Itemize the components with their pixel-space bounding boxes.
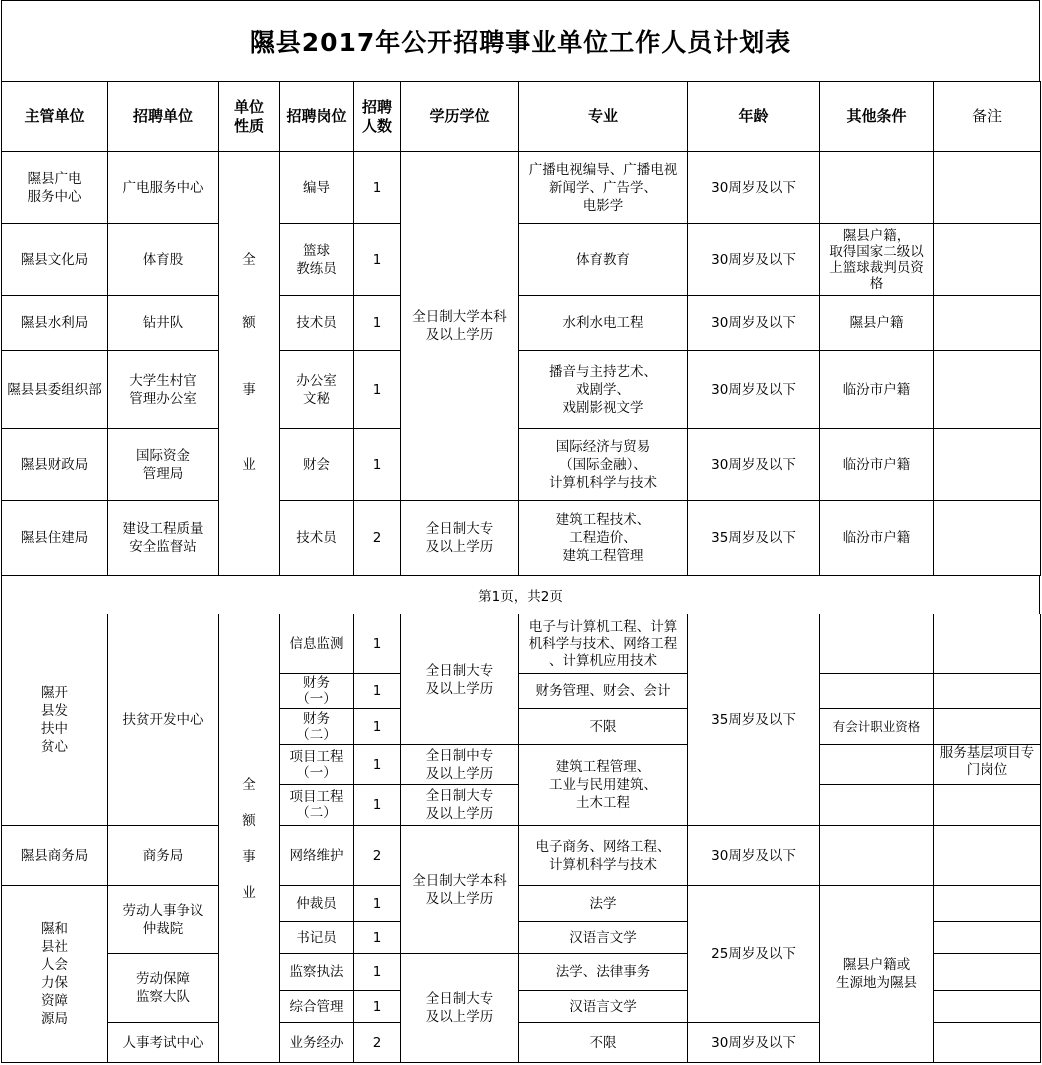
cell-major: 电子与计算机工程、计算 机科学与技术、网络工程 、计算机应用技术: [519, 615, 688, 674]
header-dept: 主管单位: [2, 82, 108, 152]
cell-edu: 全日制大专 及以上学历: [401, 954, 519, 1063]
cell-nature: 事: [219, 351, 280, 429]
cell-num: 1: [354, 224, 401, 296]
cell-age: 35周岁及以下: [688, 501, 820, 576]
cell-major: 广播电视编导、广播电视 新闻学、广告学、 电影学: [519, 152, 688, 224]
cell-note: [934, 224, 1041, 296]
cell-num: 2: [354, 1023, 401, 1063]
table-row: [2, 501, 1041, 576]
cell-age: 30周岁及以下: [688, 296, 820, 351]
table-row: [2, 224, 1041, 296]
cell-age: 30周岁及以下: [688, 826, 820, 886]
cell-major: 不限: [519, 709, 688, 745]
cell-cond: 隰县户籍， 取得国家二级以 上篮球裁判员资 格: [820, 224, 934, 296]
cell-note: [934, 709, 1041, 745]
cell-note: [934, 954, 1041, 991]
cell-post: 财务 （一）: [280, 674, 354, 709]
header-post: 招聘岗位: [280, 82, 354, 152]
cell-num: 1: [354, 709, 401, 745]
cell-note: [934, 991, 1041, 1023]
cell-dept: 隰县住建局: [2, 501, 108, 576]
header-row: [2, 82, 1041, 152]
cell-post: 项目工程 （一）: [280, 745, 354, 785]
plan-table-page2: [1, 614, 1041, 1063]
table-row: [2, 886, 1041, 922]
cell-major: 汉语言文学: [519, 922, 688, 954]
cell-nature: [219, 152, 280, 224]
cell-post: 综合管理: [280, 991, 354, 1023]
cell-age: 30周岁及以下: [688, 224, 820, 296]
cell-num: 1: [354, 351, 401, 429]
cell-num: 1: [354, 922, 401, 954]
cell-note: [934, 429, 1041, 501]
cell-post: 网络维护: [280, 826, 354, 886]
cell-note: [934, 296, 1041, 351]
cell-num: 2: [354, 826, 401, 886]
cell-dept: 隰县广电 服务中心: [2, 152, 108, 224]
cell-edu: 全日制大学本科 及以上学历: [401, 826, 519, 954]
cell-cond: 隰县户籍: [820, 296, 934, 351]
cell-cond: 临汾市户籍: [820, 351, 934, 429]
cell-note: [934, 615, 1041, 674]
cell-age: 30周岁及以下: [688, 1023, 820, 1063]
cell-unit: 大学生村官 管理办公室: [108, 351, 219, 429]
cell-cond: [820, 615, 934, 674]
cell-post: 监察执法: [280, 954, 354, 991]
cell-age: 30周岁及以下: [688, 351, 820, 429]
cell-cond: 临汾市户籍: [820, 501, 934, 576]
cell-num: 1: [354, 429, 401, 501]
cell-post: 书记员: [280, 922, 354, 954]
cell-major: 国际经济与贸易 （国际金融）、 计算机科学与技术: [519, 429, 688, 501]
table-row: [2, 826, 1041, 886]
header-nature: 单位 性质: [219, 82, 280, 152]
table-row: [2, 615, 1041, 674]
cell-unit: 劳动人事争议 仲裁院: [108, 886, 219, 954]
cell-edu: 全日制大专 及以上学历: [401, 785, 519, 826]
cell-major: 不限: [519, 1023, 688, 1063]
table-row: [2, 152, 1041, 224]
cell-dept: 隰开 县发 扶中 贫心: [2, 615, 108, 826]
cell-major: 建筑工程管理、 工业与民用建筑、 土木工程: [519, 745, 688, 826]
cell-cond: [820, 745, 934, 785]
header-unit: 招聘单位: [108, 82, 219, 152]
cell-dept: 隰县水利局: [2, 296, 108, 351]
cell-note: [934, 152, 1041, 224]
cell-num: 1: [354, 991, 401, 1023]
cell-post: 项目工程 （二）: [280, 785, 354, 826]
header-num: 招聘 人数: [354, 82, 401, 152]
cell-post: 仲裁员: [280, 886, 354, 922]
cell-note: [934, 1023, 1041, 1063]
cell-note: [934, 785, 1041, 826]
cell-major: 法学、法律事务: [519, 954, 688, 991]
cell-post: 办公室 文秘: [280, 351, 354, 429]
plan-table-page1: [1, 81, 1041, 576]
cell-post: 技术员: [280, 296, 354, 351]
cell-num: 1: [354, 674, 401, 709]
table-row: [2, 296, 1041, 351]
cell-note: [934, 826, 1041, 886]
cell-dept: 隰县商务局: [2, 826, 108, 886]
cell-age: 30周岁及以下: [688, 152, 820, 224]
cell-unit: 钻井队: [108, 296, 219, 351]
cell-nature: [219, 501, 280, 576]
cell-major: 财务管理、财会、会计: [519, 674, 688, 709]
cell-cond: [820, 152, 934, 224]
cell-num: 1: [354, 615, 401, 674]
cell-unit: 人事考试中心: [108, 1023, 219, 1063]
cell-cond: [820, 826, 934, 886]
cell-unit: 建设工程质量 安全监督站: [108, 501, 219, 576]
cell-major: 汉语言文学: [519, 991, 688, 1023]
cell-post: 财会: [280, 429, 354, 501]
cell-major: 水利水电工程: [519, 296, 688, 351]
cell-post: 信息监测: [280, 615, 354, 674]
cell-edu: 全日制大专 及以上学历: [401, 615, 519, 745]
cell-num: 1: [354, 745, 401, 785]
page-title: 隰县2017年公开招聘事业单位工作人员计划表: [1, 0, 1040, 82]
cell-age: 25周岁及以下: [688, 886, 820, 1023]
cell-major: 电子商务、网络工程、 计算机科学与技术: [519, 826, 688, 886]
cell-num: 1: [354, 785, 401, 826]
cell-post: 编导: [280, 152, 354, 224]
cell-nature: 全 额 事 业: [219, 615, 280, 1063]
cell-dept: 隰和 县社 人会 力保 资障 源局: [2, 886, 108, 1063]
cell-note: [934, 922, 1041, 954]
header-edu: 学历学位: [401, 82, 519, 152]
cell-cond: 隰县户籍或 生源地为隰县: [820, 886, 934, 1063]
cell-major: 法学: [519, 886, 688, 922]
cell-note: [934, 501, 1041, 576]
cell-unit: 体育股: [108, 224, 219, 296]
header-major: 专业: [519, 82, 688, 152]
cell-note: 服务基层项目专 门岗位: [934, 745, 1041, 785]
cell-post: 技术员: [280, 501, 354, 576]
cell-nature: 额: [219, 296, 280, 351]
cell-num: 1: [354, 296, 401, 351]
cell-dept: 隰县文化局: [2, 224, 108, 296]
cell-dept: 隰县县委组织部: [2, 351, 108, 429]
cell-nature: 业: [219, 429, 280, 501]
cell-age: 35周岁及以下: [688, 615, 820, 826]
cell-edu: 全日制大专 及以上学历: [401, 501, 519, 576]
header-cond: 其他条件: [820, 82, 934, 152]
cell-dept: 隰县财政局: [2, 429, 108, 501]
cell-note: [934, 351, 1041, 429]
cell-unit: 扶贫开发中心: [108, 615, 219, 826]
cell-unit: 劳动保障 监察大队: [108, 954, 219, 1023]
cell-note: [934, 674, 1041, 709]
cell-edu-merged: 全日制大学本科 及以上学历: [401, 152, 519, 501]
cell-edu: 全日制中专 及以上学历: [401, 745, 519, 785]
cell-num: 1: [354, 152, 401, 224]
cell-cond: 临汾市户籍: [820, 429, 934, 501]
cell-unit: 商务局: [108, 826, 219, 886]
table-row: [2, 429, 1041, 501]
cell-cond: [820, 674, 934, 709]
cell-nature: 全: [219, 224, 280, 296]
page-separator: 第1页，共2页: [1, 576, 1040, 614]
cell-post: 财务 （二）: [280, 709, 354, 745]
cell-num: 1: [354, 886, 401, 922]
cell-note: [934, 886, 1041, 922]
cell-unit: 国际资金 管理局: [108, 429, 219, 501]
cell-post: 业务经办: [280, 1023, 354, 1063]
cell-major: 建筑工程技术、 工程造价、 建筑工程管理: [519, 501, 688, 576]
cell-unit: 广电服务中心: [108, 152, 219, 224]
table-row: [2, 351, 1041, 429]
cell-cond: 有会计职业资格: [820, 709, 934, 745]
cell-major: 体育教育: [519, 224, 688, 296]
cell-post: 篮球 教练员: [280, 224, 354, 296]
cell-major: 播音与主持艺术、 戏剧学、 戏剧影视文学: [519, 351, 688, 429]
header-note: 备注: [934, 82, 1041, 152]
cell-cond: [820, 785, 934, 826]
cell-age: 30周岁及以下: [688, 429, 820, 501]
cell-num: 2: [354, 501, 401, 576]
cell-num: 1: [354, 954, 401, 991]
header-age: 年龄: [688, 82, 820, 152]
